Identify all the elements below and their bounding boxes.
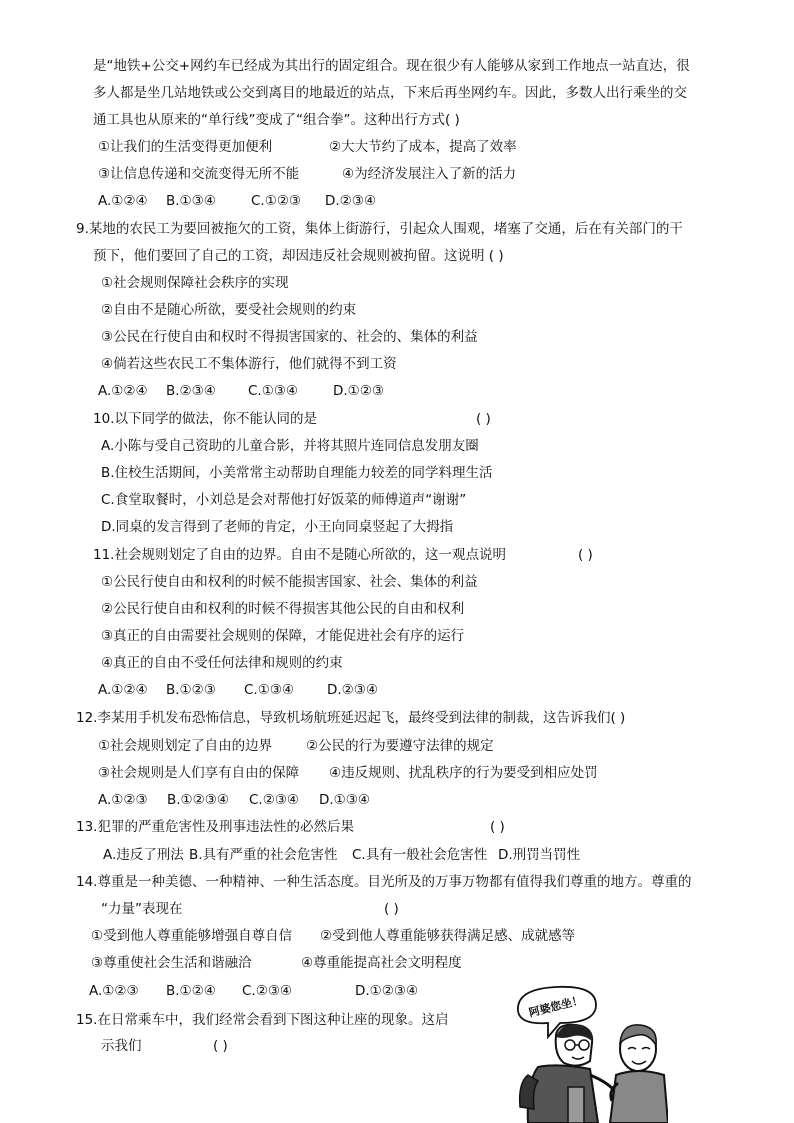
q10-option-d: D.同桌的发言得到了老师的肯定，小王向同桌竖起了大拇指 [101, 519, 454, 535]
q15-line1: 15.在日常乘车中，我们经常会看到下图这种让座的现象。这启 [76, 1012, 449, 1028]
q12-choice-d: D.①③④ [319, 792, 370, 808]
q9-option-4: ④倘若这些农民工不集体游行，他们就得不到工资 [101, 356, 397, 372]
q14-option-4: ④尊重能提高社会文明程度 [301, 955, 462, 971]
q11-choice-a: A.①②④ [98, 682, 148, 698]
q9-line2: 预下，他们要回了自己的工资，却因违反社会规则被拘留。这说明 ( ) [93, 248, 504, 264]
q12-option-2: ②公民的行为要遵守法律的规定 [306, 738, 494, 754]
q13-choice-d: D.刑罚当罚性 [498, 847, 581, 863]
q11-choice-b: B.①②③ [166, 682, 216, 698]
q12-choice-b: B.①②③④ [167, 792, 229, 808]
q9-line1: 9.某地的农民工为要回被拖欠的工资，集体上街游行，引起众人围观，堵塞了交通，后在有关部门的干 [76, 221, 683, 237]
elderly-woman-figure [610, 1025, 668, 1123]
q8-line2: 多人都是坐几站地铁或公交到离目的地最近的站点，下来后再坐网约车。因此，多数人出行乘坐的交 [93, 85, 687, 101]
q15-line2: 示我们 [101, 1038, 142, 1054]
q9-choice-a: A.①②④ [98, 383, 148, 399]
q8-line3: 通工具也从原来的“单行线”变成了“组合拳”。这种出行方式( ) [93, 112, 460, 128]
q12-option-3: ③社会规则是人们享有自由的保障 [98, 765, 300, 781]
q8-option-2: ②大大节约了成本，提高了效率 [329, 139, 517, 155]
q9-option-1: ①社会规则保障社会秩序的实现 [101, 275, 289, 291]
q8-option-1: ①让我们的生活变得更加便利 [98, 139, 273, 155]
q10-option-a: A.小陈与受自己资助的儿童合影，并将其照片连同信息发朋友圈 [101, 438, 479, 454]
q13-choice-a: A.违反了刑法 [103, 847, 184, 863]
q9-option-3: ③公民在行使自由和权时不得损害国家的、社会的、集体的利益 [101, 329, 478, 345]
q11-option-3: ③真正的自由需要社会规则的保障，才能促进社会有序的运行 [101, 628, 465, 644]
speech-bubble-text: 阿婆您坐！ [527, 993, 585, 1020]
q14-choice-b: B.①②④ [166, 983, 216, 999]
q14-choice-d: D.①②③④ [355, 983, 419, 999]
q14-line2: “力量”表现在 [101, 901, 183, 917]
q8-choice-a: A.①②④ [98, 193, 148, 209]
q12-choice-a: A.①②③ [98, 792, 148, 808]
q9-option-2: ②自由不是随心所欲，要受社会规则的约束 [101, 302, 357, 318]
q8-option-4: ④为经济发展注入了新的活力 [342, 166, 517, 182]
q15-answer-paren: ( ) [213, 1038, 228, 1054]
q11-stem: 11.社会规则划定了自由的边界。自由不是随心所欲的，这一观点说明 [93, 547, 506, 563]
q12-option-4: ④违反规则、扰乱秩序的行为要受到相应处罚 [329, 765, 598, 781]
q8-choice-d: D.②③④ [325, 193, 376, 209]
q11-option-1: ①公民行使自由和权利的时候不能损害国家、社会、集体的利益 [101, 574, 478, 590]
q11-choice-c: C.①③④ [244, 682, 295, 698]
q11-choice-d: D.②③④ [327, 682, 378, 698]
q13-choice-b: B.具有严重的社会危害性 [189, 847, 338, 863]
q10-answer-paren: ( ) [476, 411, 491, 427]
q11-option-4: ④真正的自由不受任何法律和规则的约束 [101, 655, 343, 671]
young-man-figure [520, 1024, 618, 1123]
q13-choice-c: C.具有一般社会危害性 [352, 847, 488, 863]
q11-option-2: ②公民行使自由和权利的时候不得损害其他公民的自由和权利 [101, 601, 465, 617]
q9-choice-d: D.①②③ [333, 383, 384, 399]
q9-choice-c: C.①③④ [248, 383, 299, 399]
q10-option-c: C.食堂取餐时，小刘总是会对帮他打好饭菜的师傅道声“谢谢” [101, 492, 467, 508]
q12-option-1: ①社会规则划定了自由的边界 [98, 738, 273, 754]
q14-line1: 14.尊重是一种美德、一种精神、一种生活态度。目光所及的万事万物都有值得我们尊重的地方。尊重的 [76, 874, 692, 890]
q8-choice-b: B.①③④ [166, 193, 216, 209]
q11-answer-paren: ( ) [578, 547, 593, 563]
q12-stem: 12.李某用手机发布恐怖信息，导致机场航班延迟起飞，最终受到法律的制裁，这告诉我们( ) [76, 710, 626, 726]
q14-choice-a: A.①②③ [89, 983, 139, 999]
q14-option-1: ①受到他人尊重能够增强自尊自信 [91, 928, 293, 944]
q14-answer-paren: ( ) [384, 901, 399, 917]
q9-choice-b: B.②③④ [166, 383, 216, 399]
q13-stem: 13.犯罪的严重危害性及刑事违法性的必然后果 [76, 819, 354, 835]
q8-option-3: ③让信息传递和交流变得无所不能 [98, 166, 300, 182]
q13-answer-paren: ( ) [490, 819, 505, 835]
q8-choice-c: C.①②③ [251, 193, 302, 209]
seat-offering-cartoon [498, 983, 668, 1123]
q10-option-b: B.住校生活期间，小美常常主动帮助自理能力较差的同学料理生活 [101, 465, 493, 481]
q12-choice-c: C.②③④ [249, 792, 300, 808]
q14-option-2: ②受到他人尊重能够获得满足感、成就感等 [320, 928, 576, 944]
q10-stem: 10.以下同学的做法，你不能认同的是 [93, 411, 317, 427]
q8-line1: 是“地铁+公交+网约车已经成为其出行的固定组合。现在很少有人能够从家到工作地点一站直达，很 [93, 58, 690, 74]
q14-option-3: ③尊重使社会生活和谐融洽 [91, 955, 252, 971]
q14-choice-c: C.②③④ [242, 983, 293, 999]
